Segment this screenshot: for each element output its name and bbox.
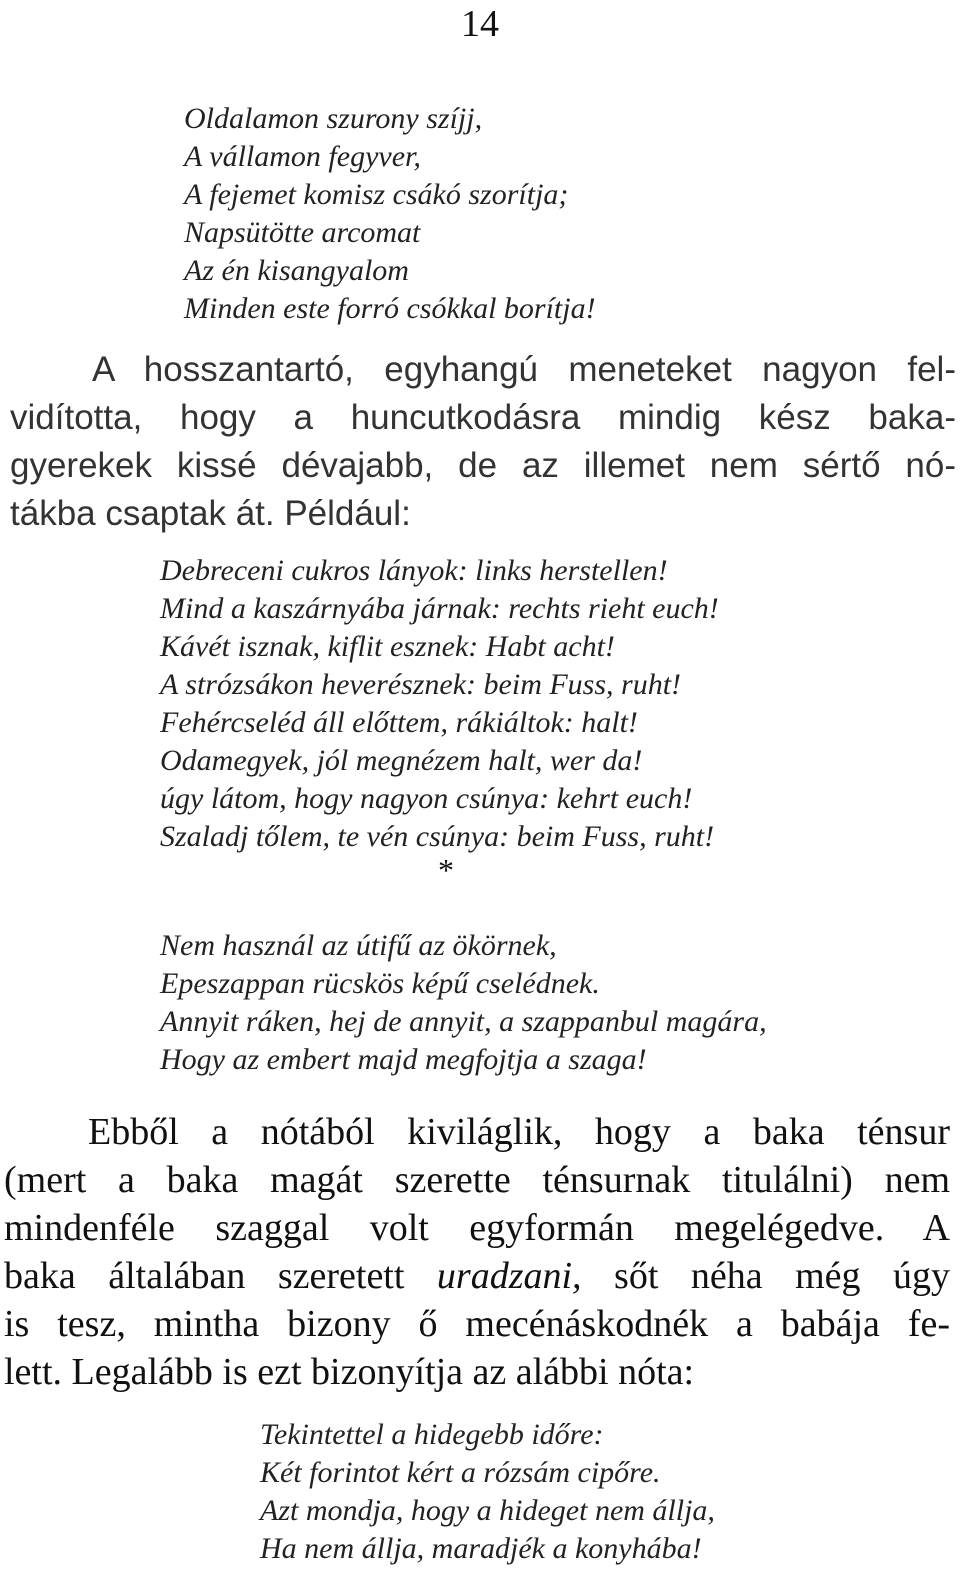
verse-line: Azt mondja, hogy a hideget nem állja, — [260, 1494, 715, 1527]
verse-line: A fejemet komisz csákó szorítja; — [184, 178, 569, 211]
paragraph-line: vidította, hogy a huncutkodásra mindig kész baka- — [10, 398, 956, 437]
paragraph-line: is tesz, mintha bizony ő mecénáskodnék a babája fe- — [4, 1303, 950, 1345]
verse-line: Két forintot kért a rózsám cipőre. — [260, 1456, 661, 1489]
verse-line: Annyit ráken, hej de annyit, a szappanbul magára, — [160, 1005, 767, 1038]
poem-stanza-4 — [260, 1416, 715, 1568]
verse-line: Epeszappan rücskös képű cselédnek. — [160, 967, 600, 1000]
paragraph-line: lett. Legalább is ezt bizonyítja az alábbi nóta: — [4, 1351, 695, 1393]
verse-line: Mind a kaszárnyába járnak: rechts rieht euch! — [160, 592, 719, 625]
paragraph-line: gyerekek kissé dévajabb, de az illemet nem sértő nó- — [10, 446, 956, 485]
verse-line: Tekintettel a hidegebb időre: — [260, 1418, 604, 1451]
verse-line: Debreceni cukros lányok: links herstellen! — [160, 554, 668, 587]
poem-stanza-2 — [160, 552, 719, 856]
verse-line: Szaladj tőlem, te vén csúnya: beim Fuss, ruht! — [160, 820, 715, 853]
paragraph-line — [4, 1252, 950, 1300]
verse-line: Odamegyek, jól megnézem halt, wer da! — [160, 744, 643, 777]
prose-paragraph-2 — [4, 1108, 950, 1396]
paragraph-line: (mert a baka magát szerette ténsurnak titulálni) nem — [4, 1159, 950, 1201]
verse-line: A strózsákon heverésznek: beim Fuss, ruht! — [160, 668, 682, 701]
poem-stanza-3 — [160, 927, 767, 1079]
paragraph-line: tákba csaptak át. Például: — [10, 494, 411, 533]
verse-line: Fehércseléd áll előttem, rákiáltok: halt! — [160, 706, 638, 739]
paragraph-line: Ebből a nótából kiviláglik, hogy a baka ténsur — [88, 1111, 950, 1153]
section-separator-asterisk: * — [438, 852, 454, 888]
verse-line: Napsütötte arcomat — [184, 216, 421, 249]
paragraph-line: mindenféle szaggal volt egyformán megelégedve. A — [4, 1207, 950, 1249]
page-number: 14 — [461, 3, 499, 45]
emphasized-word: uradzani, — [436, 1255, 582, 1297]
text-run: baka általában szeretett — [4, 1255, 437, 1297]
verse-line: Ha nem állja, maradjék a konyhába! — [260, 1532, 702, 1565]
verse-line: Oldalamon szurony szíjj, — [184, 102, 483, 135]
prose-paragraph-1 — [10, 346, 956, 538]
verse-line: Minden este forró csókkal borítja! — [184, 292, 596, 325]
verse-line: A vállamon fegyver, — [184, 140, 421, 173]
verse-line: Nem használ az útifű az ökörnek, — [160, 929, 557, 962]
verse-line: Az én kisangyalom — [184, 254, 409, 287]
paragraph-line: A hosszantartó, egyhangú meneteket nagyon fel- — [92, 350, 956, 389]
poem-stanza-1 — [184, 100, 596, 328]
verse-line: Kávét isznak, kiflit esznek: Habt acht! — [160, 630, 615, 663]
verse-line: Hogy az embert majd megfojtja a szaga! — [160, 1043, 647, 1076]
verse-line: úgy látom, hogy nagyon csúnya: kehrt euch! — [160, 782, 693, 815]
text-run: sőt néha még úgy — [581, 1255, 950, 1297]
